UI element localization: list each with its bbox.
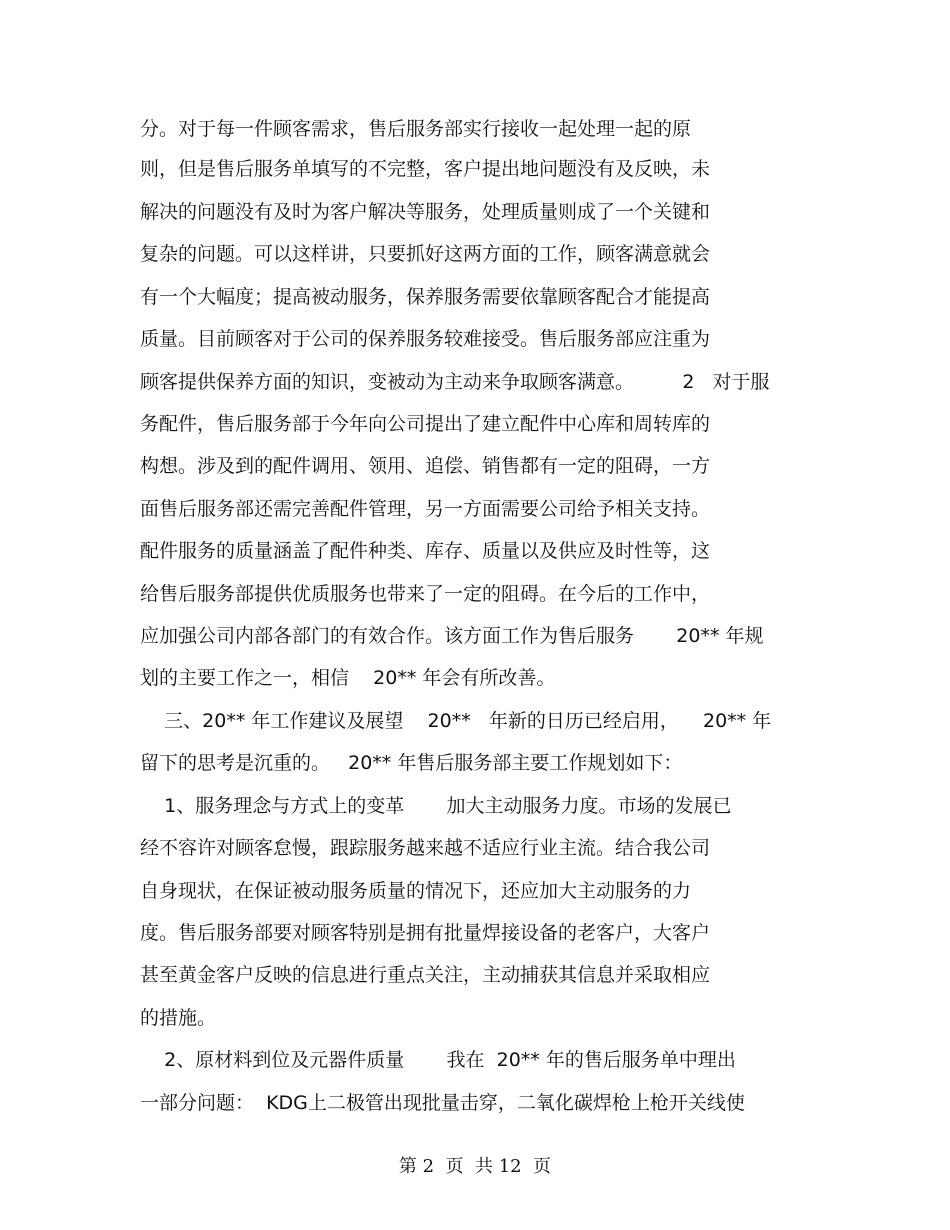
text-line: 一部分问题： KDG上二极管出现批量击穿，二氧化碳焊枪上枪开关线使 [140,1092,745,1114]
text-line: 配件服务的质量涵盖了配件种类、库存、质量以及供应及时性等，这 [140,540,711,562]
text-line: 划的主要工作之一，相信 20** 年会有所改善。 [140,667,556,689]
text-line: 度。售后服务部要对顾客特别是拥有批量焊接设备的老客户，大客户 [140,922,711,944]
text-line: 的措施。 [140,1007,217,1029]
text-line: 分。对于每一件顾客需求，售后服务部实行接收一起处理一起的原 [140,118,692,140]
text-line: 给售后服务部提供优质服务也带来了一定的阻碍。在今后的工作中， [140,583,711,605]
text-line: 顾客提供保养方面的知识，变被动为主动来争取顾客满意。 2 对于服 [140,371,770,393]
text-line: 质量。目前顾客对于公司的保养服务较难接受。售后服务部应注重为 [140,328,711,350]
text-line: 经不容许对顾客怠慢，跟踪服务越来越不适应行业主流。结合我公司 [140,837,711,859]
page-footer: 第 2 页 共 12 页 [398,1156,552,1177]
text-line: 复杂的问题。可以这样讲，只要抓好这两方面的工作，顾客满意就会 [140,243,711,265]
text-line: 面售后服务部还需完善配件管理，另一方面需要公司给予相关支持。 [140,498,711,520]
text-line: 1、服务理念与方式上的变革 加大主动服务力度。市场的发展已 [140,795,732,817]
text-line: 留下的思考是沉重的。 20** 年售后服务部主要工作规划如下： [140,752,683,774]
text-line: 解决的问题没有及时为客户解决等服务，处理质量则成了一个关键和 [140,201,711,223]
text-line: 有一个大幅度；提高被动服务，保养服务需要依靠顾客配合才能提高 [140,286,711,308]
text-line: 务配件，售后服务部于今年向公司提出了建立配件中心库和周转库的 [140,413,711,435]
text-line: 甚至黄金客户反映的信息进行重点关注，主动捕获其信息并采取相应 [140,964,711,986]
text-line: 则，但是售后服务单填写的不完整，客户提出地问题没有及反映，未 [140,158,711,180]
text-line: 三、20** 年工作建议及展望 20** 年新的日历已经启用， 20** 年 [140,710,772,732]
text-line: 2、原材料到位及元器件质量 我在 20** 年的售后服务单中理出 [140,1049,736,1071]
text-line: 自身现状，在保证被动服务质量的情况下，还应加大主动服务的力 [140,880,692,902]
text-line: 应加强公司内部各部门的有效合作。该方面工作为售后服务 20** 年规 [140,625,764,647]
text-line: 构想。涉及到的配件调用、领用、追偿、销售都有一定的阻碍，一方 [140,455,711,477]
